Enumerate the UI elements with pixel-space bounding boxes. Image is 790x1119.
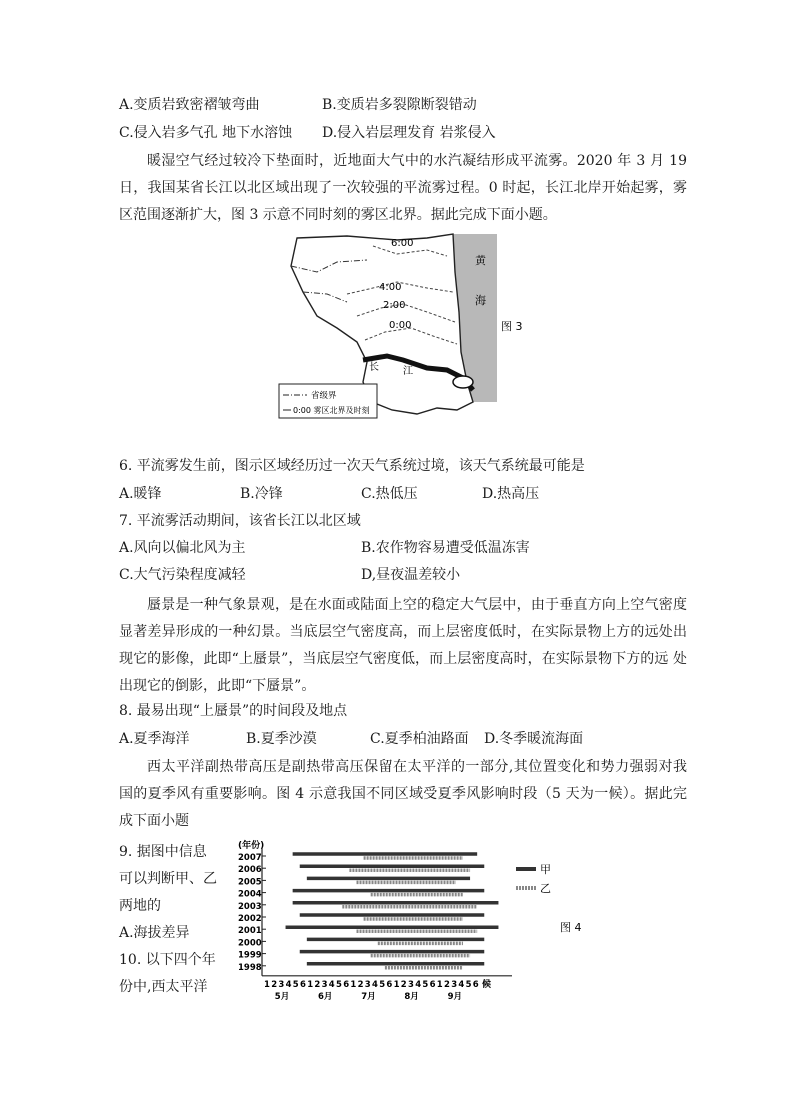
q6-stem: 6. 平流雾发生前，图示区域经历过一次天气系统过境，该天气系统最可能是	[119, 458, 585, 474]
pentad-tick-label: 3	[321, 979, 328, 990]
q7-option-d: D,昼夜温差较小	[361, 567, 461, 583]
pentad-tick-label: 6	[300, 979, 306, 990]
q9-line-1: 9. 据图中信息	[119, 844, 207, 860]
legend-jia-text: 甲	[540, 863, 551, 876]
legend-boundary-text: 省级界	[311, 391, 337, 401]
pentad-tick-label: 5	[336, 979, 342, 990]
pentad-tick-label: 1	[393, 979, 400, 990]
pentad-tick-label: 1	[350, 979, 357, 990]
pentad-tick-label: 3	[364, 979, 371, 990]
year-tick-label: 2007	[238, 853, 262, 863]
q8-option-c: C.夏季柏油路面	[370, 731, 469, 747]
pentad-tick-label: 5	[422, 979, 429, 990]
pentad-tick-label: 4	[328, 979, 335, 990]
month-tick-label: 6月	[318, 991, 333, 1002]
monsoon-period-chart	[230, 836, 590, 1014]
figure-3-label: 图 3	[501, 320, 523, 333]
pentad-tick-label: 2	[357, 979, 364, 990]
year-tick-label: 1998	[238, 962, 262, 973]
q9-line-3: 两地的	[119, 898, 161, 914]
year-axis-header: (年份)	[238, 841, 265, 851]
time-label-0: 0:00	[389, 320, 412, 331]
pentad-tick-label: 1	[436, 979, 443, 990]
q5-option-c: C.侵入岩多气孔 地下水溶蚀	[119, 125, 293, 141]
month-tick-label: 7月	[361, 991, 376, 1002]
q6-option-b: B.冷锋	[240, 486, 283, 502]
q6-option-c: C.热低压	[361, 486, 418, 502]
pentad-tick-label: 6	[472, 979, 479, 990]
q8-option-b: B.夏季沙漠	[246, 731, 317, 747]
year-tick-label: 2003	[238, 901, 262, 912]
pentad-tick-label: 2	[314, 979, 321, 990]
pentad-tick-label: 5	[465, 979, 472, 990]
pentad-tick-label: 3	[278, 979, 285, 990]
pentad-tick-label: 3	[408, 979, 414, 990]
mirage-intro-paragraph: 蜃景是一种气象景观，是在水面或陆面上空的稳定大气层中，由于垂直方向上空气密度 显著差异形成的一种幻景。当底层空气密度高，而上层密度低时，在实际景物上方的远处出 现它的影像，此即“上蜃景”，当底层空气密度低，而上层密度高时，在实际景物下方的远 处出现它的倒影，此即“下蜃景”。	[119, 597, 687, 694]
year-tick-label: 2000	[238, 938, 262, 949]
q10-line-2: 份中,西太平洋	[119, 979, 208, 995]
fog-boundary-map	[277, 232, 537, 422]
month-tick-label: 5月	[274, 991, 290, 1002]
pentad-tick-label: 4	[458, 979, 465, 990]
time-label-2: 2:00	[383, 300, 406, 311]
pentad-tick-label: 2	[444, 979, 450, 990]
year-tick-label: 1999	[238, 950, 262, 961]
figure-4-label: 图 4	[560, 921, 582, 934]
sea-char-2: 海	[475, 294, 486, 307]
q7-option-a: A.风向以偏北风为主	[119, 540, 246, 556]
pentad-tick-label: 1	[264, 979, 270, 990]
q5-option-a: A.变质岩致密褶皱弯曲	[119, 97, 260, 113]
pentad-tick-label: 6	[429, 979, 436, 990]
pentad-tick-label: 4	[372, 979, 378, 990]
year-tick-label: 2002	[238, 914, 262, 924]
q7-stem: 7. 平流雾活动期间，该省长江以北区域	[119, 513, 361, 529]
pentad-tick-label: 2	[400, 979, 407, 990]
time-label-4: 4:00	[379, 282, 402, 293]
pacific-intro-paragraph: 西太平洋副热带高压是副热带高压保留在太平洋的一部分,其位置变化和势力强弱对我 国的夏季风有重要影响。图 4 示意我国不同区域受夏季风影响时段（5 天为一候）。据此完成下面小题	[119, 759, 687, 829]
pentad-tick-label: 1	[307, 979, 314, 990]
figure-3-map	[277, 232, 537, 422]
legend-yi-text: 乙	[540, 882, 551, 895]
pentad-tick-label: 4	[415, 979, 422, 990]
month-tick-label: 9月	[447, 991, 463, 1002]
sea-char-1: 黄	[475, 254, 486, 267]
q5-option-b: B.变质岩多裂隙断裂错动	[322, 97, 477, 113]
q7-option-b: B.农作物容易遭受低温冻害	[361, 540, 530, 556]
year-tick-label: 2001	[238, 926, 262, 937]
pentad-tick-label: 6	[343, 979, 350, 990]
year-tick-label: 2006	[238, 865, 262, 876]
q6-option-d: D.热高压	[482, 486, 540, 502]
river-char-2: 江	[403, 366, 413, 377]
q8-option-a: A.夏季海洋	[119, 731, 190, 747]
q8-stem: 8. 最易出现“上蜃景”的时间段及地点	[119, 703, 348, 719]
q9-option-a: A.海拔差异	[119, 925, 190, 941]
figure-4-chart	[230, 836, 590, 1014]
year-tick-label: 2005	[238, 877, 262, 888]
river-mouth-island	[453, 376, 473, 388]
q10-line-1: 10. 以下四个年	[119, 952, 216, 968]
month-tick-label: 8月	[404, 991, 419, 1002]
q6-option-a: A.暖锋	[119, 486, 162, 502]
pentad-tick-label: 3	[451, 979, 458, 990]
time-label-6: 6:00	[391, 238, 414, 249]
q8-option-d: D.冬季暖流海面	[484, 731, 584, 747]
river-char-1: 长	[369, 362, 379, 373]
pentad-tick-label: 6	[386, 979, 393, 990]
q5-option-d: D.侵入岩层理发育 岩浆侵入	[322, 125, 496, 141]
x-axis-unit-label: 候	[482, 979, 492, 990]
q9-line-2: 可以判断甲、乙	[119, 871, 217, 887]
pentad-tick-label: 2	[271, 979, 278, 990]
year-tick-label: 2004	[238, 889, 262, 900]
q7-option-c: C.大气污染程度减轻	[119, 567, 246, 583]
fog-intro-paragraph: 暖湿空气经过较冷下垫面时，近地面大气中的水汽凝结形成平流雾。2020 年 3 月 19 日，我国某省长江以北区域出现了一次较强的平流雾过程。0 时起，长江北岸开始起雾，雾区范围逐渐扩大，图 3 示意不同时刻的雾区北界。据此完成下面小题。	[119, 153, 687, 223]
pentad-tick-label: 5	[379, 979, 386, 990]
pentad-tick-label: 5	[292, 979, 299, 990]
legend-fog-text: 0:00 雾区北界及时刻	[293, 406, 370, 415]
pentad-tick-label: 4	[285, 979, 292, 990]
